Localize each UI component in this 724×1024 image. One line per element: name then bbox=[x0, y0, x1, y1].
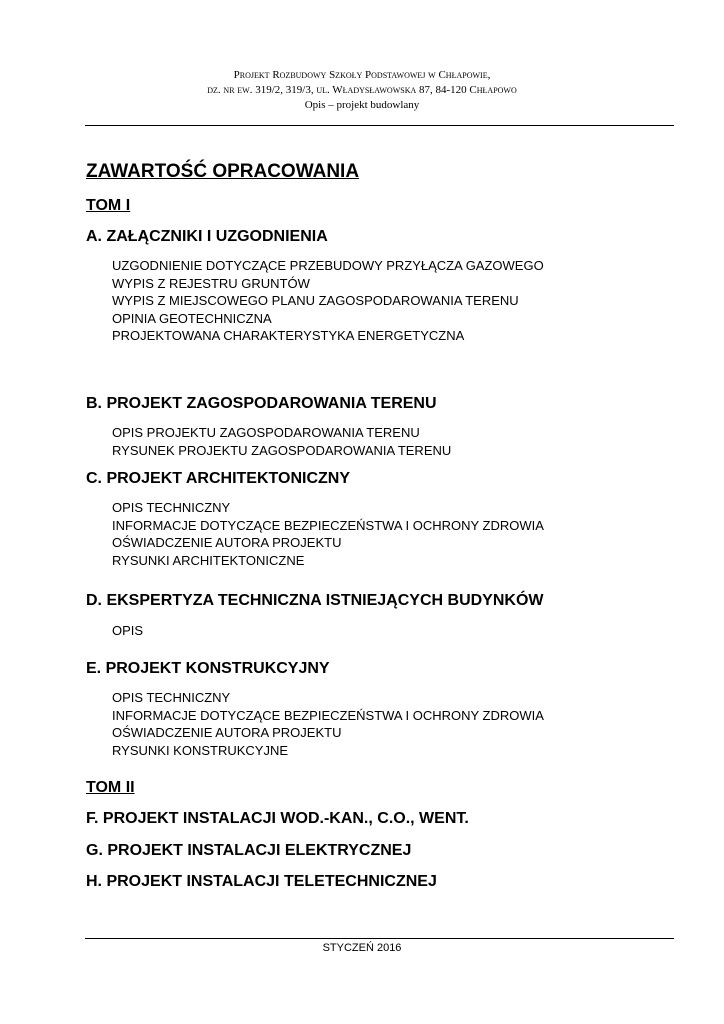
page-footer-date: STYCZEŃ 2016 bbox=[322, 942, 402, 954]
header-line-2: dz. nr ew. 319/2, 319/3, ul. Władysławowska 87, 84-120 Chłapowo bbox=[207, 84, 517, 96]
footer-divider bbox=[85, 938, 674, 939]
section-c-list bbox=[112, 499, 544, 569]
list-item: INFORMACJE DOTYCZĄCE BEZPIECZEŃSTWA I OCHRONY ZDROWIA bbox=[112, 517, 544, 533]
header-divider bbox=[85, 125, 674, 126]
section-b-list bbox=[112, 424, 451, 459]
tom-1-heading: TOM I bbox=[86, 197, 131, 214]
page-header bbox=[0, 68, 724, 113]
list-item: RYSUNKI ARCHITEKTONICZNE bbox=[112, 552, 305, 568]
list-item: OPIS TECHNICZNY bbox=[112, 690, 231, 705]
section-a-list bbox=[112, 257, 544, 345]
list-item: UZGODNIENIE DOTYCZĄCE PRZEBUDOWY PRZYŁĄCZA GAZOWEGO bbox=[112, 258, 544, 273]
list-item: PROJEKTOWANA CHARAKTERYSTYKA ENERGETYCZNA bbox=[112, 328, 465, 343]
list-item: WYPIS Z MIEJSCOWEGO PLANU ZAGOSPODAROWANIA TERENU bbox=[112, 293, 519, 308]
section-d-list bbox=[112, 622, 143, 640]
document-title: ZAWARTOŚĆ OPRACOWANIA bbox=[86, 161, 360, 182]
list-item: OPIS TECHNICZNY bbox=[112, 500, 231, 515]
header-line-3: Opis – projekt budowlany bbox=[304, 99, 420, 111]
list-item: OŚWIADCZENIE AUTORA PROJEKTU bbox=[112, 725, 342, 740]
list-item: OPIS PROJEKTU ZAGOSPODAROWANIA TERENU bbox=[112, 425, 420, 440]
list-item: OPIS bbox=[112, 623, 144, 638]
section-a-heading: A. ZAŁĄCZNIKI I UZGODNIENIA bbox=[86, 228, 328, 245]
list-item: RYSUNEK PROJEKTU ZAGOSPODAROWANIA TERENU bbox=[112, 442, 452, 458]
section-g-heading: G. PROJEKT INSTALACJI ELEKTRYCZNEJ bbox=[86, 842, 412, 859]
section-c-heading: C. PROJEKT ARCHITEKTONICZNY bbox=[86, 470, 351, 487]
tom-2-heading: TOM II bbox=[86, 779, 135, 796]
list-item: OPINIA GEOTECHNICZNA bbox=[112, 310, 272, 326]
section-d-heading: D. EKSPERTYZA TECHNICZNA ISTNIEJĄCYCH BUDYNKÓW bbox=[86, 592, 544, 609]
section-h-heading: H. PROJEKT INSTALACJI TELETECHNICZNEJ bbox=[86, 873, 437, 890]
list-item: RYSUNKI KONSTRUKCYJNE bbox=[112, 742, 289, 758]
list-item: WYPIS Z REJESTRU GRUNTÓW bbox=[112, 275, 310, 291]
list-item: OŚWIADCZENIE AUTORA PROJEKTU bbox=[112, 535, 342, 550]
section-f-heading: F. PROJEKT INSTALACJI WOD.-KAN., C.O., WENT. bbox=[86, 810, 469, 827]
header-line-1: Projekt Rozbudowy Szkoły Podstawowej w Chłapowie, bbox=[233, 69, 491, 81]
section-e-list bbox=[112, 689, 544, 759]
list-item: INFORMACJE DOTYCZĄCE BEZPIECZEŃSTWA I OCHRONY ZDROWIA bbox=[112, 707, 544, 723]
section-e-heading: E. PROJEKT KONSTRUKCYJNY bbox=[86, 660, 330, 677]
section-b-heading: B. PROJEKT ZAGOSPODAROWANIA TERENU bbox=[86, 395, 437, 412]
